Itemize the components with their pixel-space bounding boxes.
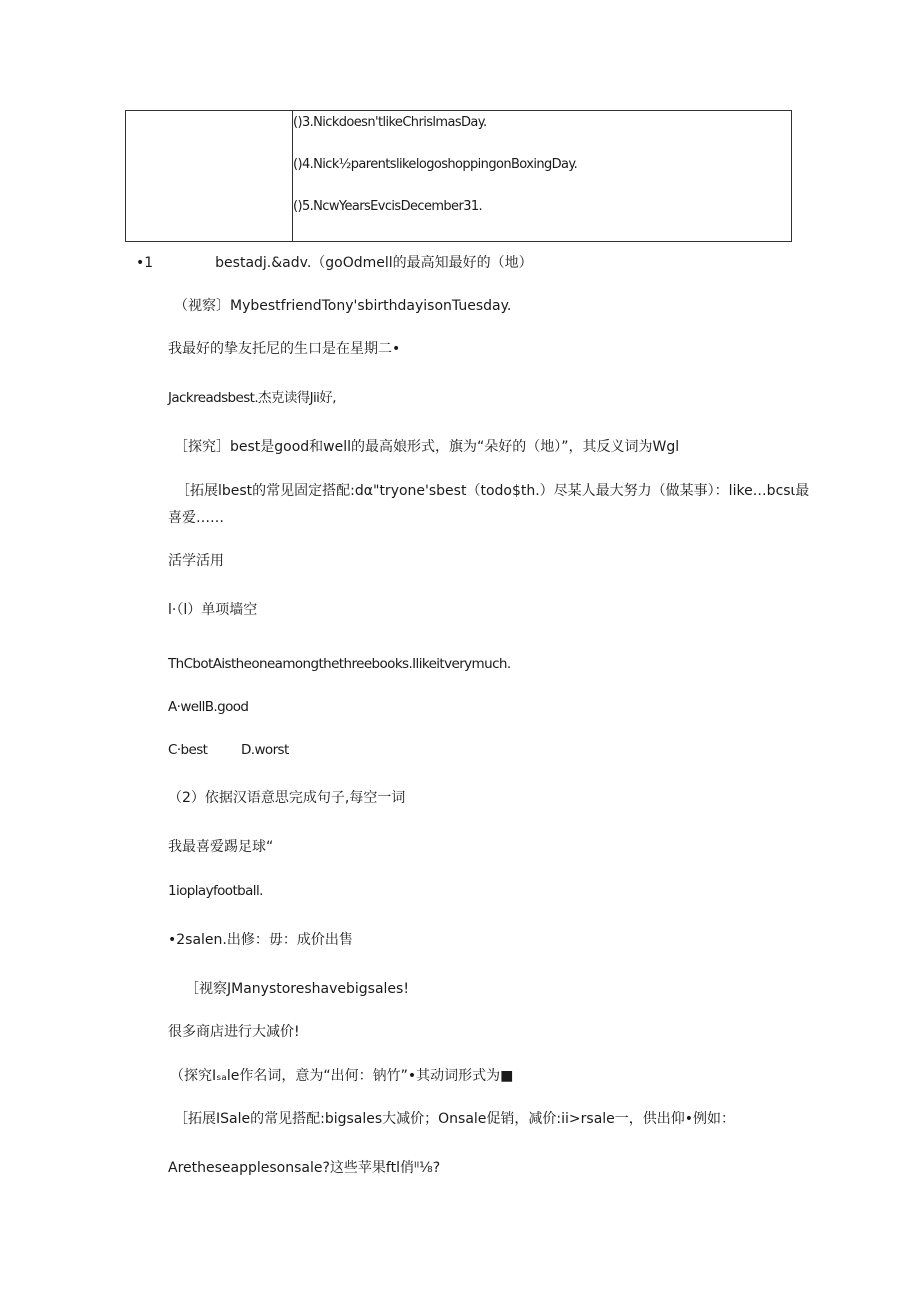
- observe-line: （视察〕MybestfriendTony'sbirthdayisonTuesday.: [174, 298, 512, 314]
- question-2-title: （2）依据汉语意思完成句子,每空一词: [168, 790, 406, 806]
- table-row: ()5.NcwYearsEvcisDecember31.: [293, 199, 483, 214]
- section-2-heading: •2salen.出修：毋：成价出售: [168, 932, 353, 948]
- section-number: •1: [136, 255, 154, 271]
- observe-line-2: ［视察JManystoreshavebigsales!: [185, 981, 409, 997]
- question-2-chinese: 我最喜爱踢足球“: [168, 839, 274, 855]
- options-a-b: A·wellB.good: [168, 699, 249, 715]
- table-row: ()3.Nickdoesn'tlikeChrislmasDay.: [293, 115, 487, 130]
- table-row: ()4.Nick½parentslikelogoshoppingonBoxingDay.: [293, 157, 578, 172]
- expand-line: ［拓展lbest的常见固定搭配:dα"tryone'sbest（todo$th.）尽某人最大努力（做某事）：like…bcsι最: [176, 483, 810, 499]
- example-line: Jackreadsbest.杰克读得Jii好,: [168, 390, 336, 406]
- observe-translation-2: 很多商店进行大减价!: [168, 1024, 300, 1040]
- table-column-divider: [292, 111, 293, 241]
- option-d: D.worst: [241, 742, 289, 758]
- example-line-2: Aretheseapplesonsale?这些苹果ftl俏ᴵᴵ⅛?: [168, 1160, 441, 1176]
- exercise-table: [125, 110, 792, 242]
- practice-title: 活学活用: [168, 553, 224, 569]
- question-1-title: l·（l）单项墙空: [168, 602, 258, 618]
- question-2-english: 1ioplayfootball.: [168, 883, 263, 899]
- explore-line: ［探究］best是good和well的最高娘形式，旗为“朵好的（地）”，其反义词为Wgl: [174, 439, 680, 455]
- expand-line-2: ［拓展ISale的常见搭配:bigsales大减价；Onsale促销，减价:ii>rsale一，供出仰•例如：: [174, 1111, 736, 1127]
- section-1-heading: [136, 253, 533, 273]
- section-title: bestadj.&adv.（goOdmell的最高知最好的（地）: [215, 255, 533, 271]
- expand-line-continued: 喜爱……: [168, 510, 224, 526]
- question-1-sentence: ThCbotAistheoneamongthethreebooks.Ilikeitverymuch.: [168, 656, 511, 672]
- explore-line-2: （探究Iₛₐle作名词，意为“出何：钠竹”•其动词形式为■: [170, 1068, 514, 1084]
- option-c: C·best: [168, 742, 208, 758]
- observe-translation: 我最好的挚友托尼的生口是在星期二•: [168, 341, 401, 357]
